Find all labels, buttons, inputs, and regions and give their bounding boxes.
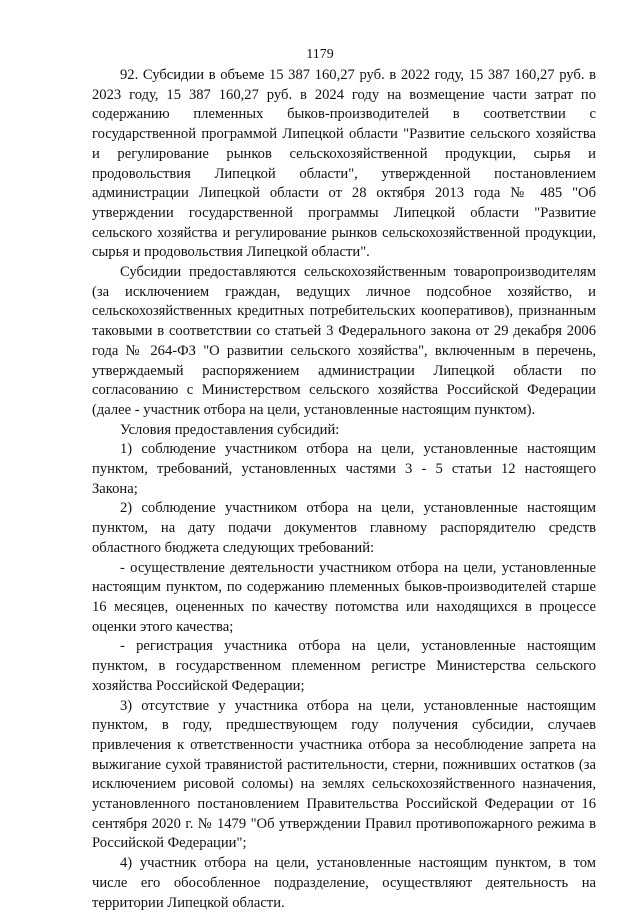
paragraph-condition-2: 2) соблюдение участником отбора на цели, установленные настоящим пунктом, на дату подачи документов главному распорядителю средств областного бюджета следующих требований: (92, 500, 596, 556)
paragraph-subsidy-recipients: Субсидии предоставляются сельскохозяйственным товаропроизводителям (за исключением граждан, ведущих личное подсобное хозяйство, и сельскохозяйственных кредитных потребительских кооперативов), признанным таковыми в соответствии со статьей 3 Федерального закона от 29 декабря 2006 года № 264-ФЗ "О развитии сельского хозяйства", включенным в перечень, утверждаемый распоряжением администрации Липецкой области по согласованию с Министерством сельского хозяйства Российской Федерации (далее - участник отбора на цели, установленные настоящим пунктом). (92, 264, 596, 418)
paragraph-condition-2-bullet-1: - осуществление деятельности участником отбора на цели, установленные настоящим пунктом, по содержанию племенных быков-производителей старше 16 месяцев, оцененных по качеству потомства или находящихся в процессе оценки этого качества; (92, 559, 596, 635)
paragraph-condition-3: 3) отсутствие у участника отбора на цели, установленные настоящим пунктом, в году, предшествующем году получения субсидии, случаев привлечения к ответственности участника отбора за несоблюдение запрета на выжигание сухой травянистой растительности, стерни, пожнивших остатков (за исключением рисовой соломы) на землях сельскохозяйственного назначения, установленного постановлением Правительства Российской Федерации от 16 сентября 2020 г. № 1479 "Об утверждении Правил противопожарного режима в Российской Федерации"; (92, 697, 596, 852)
page-number: 1179 (306, 47, 334, 62)
paragraph-condition-2-bullet-2: - регистрация участника отбора на цели, установленные настоящим пунктом, в государственном племенном регистре Министерства сельского хозяйства Российской Федерации; (92, 638, 596, 694)
paragraph-condition-1: 1) соблюдение участником отбора на цели, установленные настоящим пунктом, требований, установленных частями 3 - 5 статьи 12 настоящего Закона; (92, 441, 596, 497)
paragraph-item-92: 92. Субсидии в объеме 15 387 160,27 руб. в 2022 году, 15 387 160,27 руб. в 2023 году, 15 387 160,27 руб. в 2024 году на возмещение части затрат по содержанию племенных быков-производителей в соответствии с государственной программой Липецкой области "Развитие сельского хозяйства и регулирование рынков сельскохозяйственной продукции, сырья и продовольствия Липецкой области", утвержденной постановлением администрации Липецкой области от 28 октября 2013 года № 485 "Об утверждении государственной программы Липецкой области "Развитие сельского хозяйства и регулирование рынков сельскохозяйственной продукции, сырья и продовольствия Липецкой области". (92, 67, 596, 261)
document-body (92, 66, 596, 913)
paragraph-conditions-heading: Условия предоставления субсидий: (120, 421, 340, 438)
paragraph-condition-4: 4) участник отбора на цели, установленные настоящим пунктом, в том числе его обособленное подразделение, осуществляют деятельность на территории Липецкой области. (92, 855, 596, 911)
